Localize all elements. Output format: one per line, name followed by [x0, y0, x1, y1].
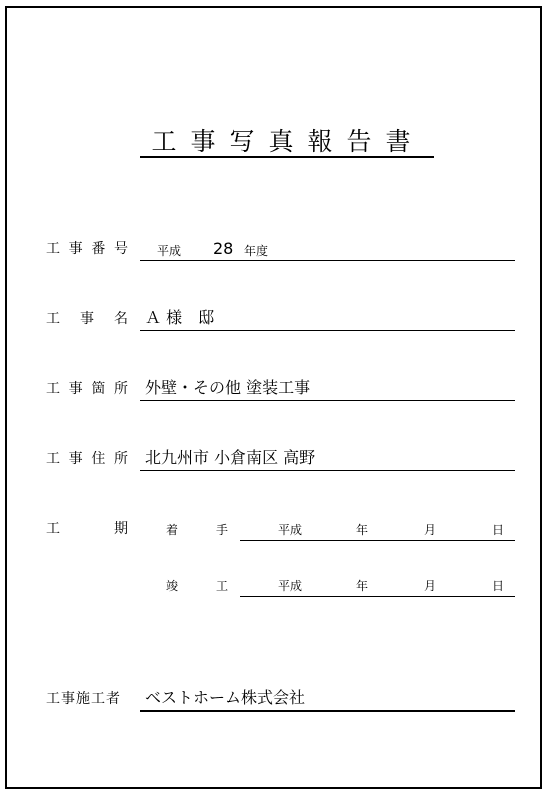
end-date-underline — [240, 596, 515, 597]
construction-number-underline — [140, 260, 515, 261]
construction-number-label: 工 事 番 号 — [46, 241, 128, 257]
construction-name-label: 工 事 名 — [46, 311, 128, 327]
end-label-2: 工 — [216, 579, 229, 593]
start-year-unit: 年 — [356, 523, 369, 537]
start-label-1: 着 — [166, 523, 179, 537]
construction-number-era: 平成 — [157, 244, 182, 258]
end-era: 平成 — [278, 579, 303, 593]
construction-location-label: 工 事 箇 所 — [46, 381, 128, 397]
construction-address-underline — [140, 470, 515, 471]
construction-location-value: 外壁・その他 塗装工事 — [145, 378, 311, 397]
construction-address-label: 工 事 住 所 — [46, 451, 128, 467]
document-title: 工事写真報告書 — [151, 127, 425, 156]
contractor-value: ベストホーム株式会社 — [145, 688, 306, 707]
end-day-unit: 日 — [492, 579, 505, 593]
construction-location-underline — [140, 400, 515, 401]
construction-name-value: Ａ 様 邸 — [145, 308, 215, 327]
end-year-unit: 年 — [356, 579, 369, 593]
start-month-unit: 月 — [424, 523, 437, 537]
construction-number-year: 28 — [213, 239, 234, 258]
end-month-unit: 月 — [424, 579, 437, 593]
contractor-underline — [140, 710, 515, 712]
title-underline — [140, 156, 434, 158]
start-day-unit: 日 — [492, 523, 505, 537]
construction-number-suffix: 年度 — [244, 244, 269, 258]
construction-period-label: 工 期 — [46, 521, 128, 537]
contractor-label: 工事施工者 — [46, 691, 121, 707]
construction-address-value: 北九州市 小倉南区 高野 — [145, 448, 316, 467]
start-label-2: 手 — [216, 523, 229, 537]
start-date-underline — [240, 540, 515, 541]
start-era: 平成 — [278, 523, 303, 537]
construction-name-underline — [140, 330, 515, 331]
end-label-1: 竣 — [166, 579, 179, 593]
